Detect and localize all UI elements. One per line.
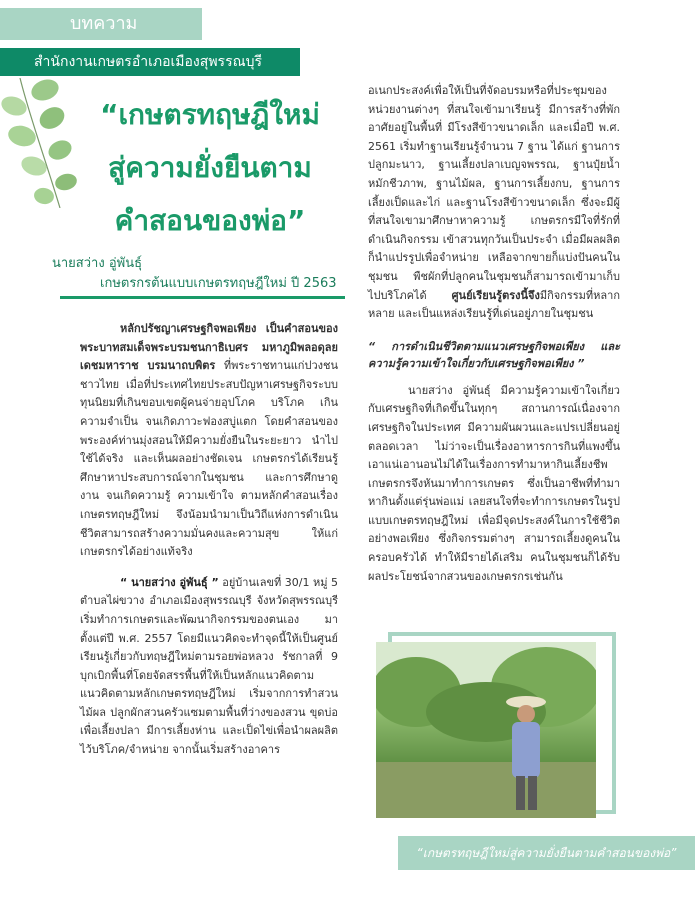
paragraph-text: อยู่บ้านเลขที่ 30/1 หมู่ 5 ตำบลไผ่ขวาง อำเภอเมืองสุพรรณบุรี จังหวัดสุพรรณบุรี เริ่มทำการเกษตรและพัฒนากิจกรรมของตนเอง มาตั้งแต่ปี พ.ศ. 2557 โดยมีแนวคิดจะทำจุดนี้ให้เป็นศูนย์เรียนรู้เกี่ยวกับทฤษฎีใหม่ตามรอยพ่อหลวง รัชกาลที่ 9 บุกเบิกพื้นที่โดยจัดสรรพื้นที่ให้เป็นหลักแนวคิดตามแนวคิดตามหลักเกษตรทฤษฎีใหม่ เริ่มจากการทำสวนไม้ผล ปลูกผักสวนครัวแซมตามพื้นที่ว่างของสวน ขุดบ่อเพื่อเลี้ยงปลา มีการเลี้ยงห่าน และเป็ดไข่เพื่อนำผลผลิตไว้บริโภค/จำหน่าย จากนั้นเริ่มสร้างอาคาร	[80, 575, 338, 757]
title-line-1: “เกษตรทฤษฎีใหม่	[100, 98, 320, 131]
title-line-3: คำสอนของพ่อ”	[114, 204, 306, 237]
paragraph	[80, 320, 338, 562]
section-tag: บทความ	[0, 8, 202, 40]
paragraph-lead: หลักปรัชญาเศรษฐกิจพอเพียง เป็นคำสอนของพระบาทสมเด็จพระบรมชนกาธิเบศร มหาภูมิพลอดุลยเดชมหาราช บรมนาถบพิตร	[80, 322, 338, 373]
eucalyptus-leaves-decoration	[0, 78, 100, 208]
divider	[60, 296, 345, 299]
paragraph	[368, 82, 620, 324]
title-line-2: สู่ความยั่งยืนตาม	[108, 151, 312, 184]
article-title	[90, 88, 330, 247]
photo-block	[376, 632, 618, 820]
paragraph: นายสว่าง อู่พันธุ์ มีความรู้ความเข้าใจเกี่ยวกับเศรษฐกิจที่เกิดขึ้นในทุกๆ สถานการณ์เนื่องจากเศรษฐกิจในประเทศ มีความผันผวนและแปรเปลี่ยนอยู่ตลอดเวลา ไม่ว่าจะเป็นเรื่องอาหารการกินที่แพงขึ้น เอาแน่เอานอนไม่ได้ในเรื่องการทำมาหากินเลี้ยงชีพ เกษตรกรจึงหันมาทำการเกษตร ซึ่งเป็นอาชีพที่ทำมาหากินดั้งแต่รุ่นพ่อแม่ เลยสนใจที่จะทำการเกษตรในรูปแบบเกษตรทฤษฎีใหม่ เพื่อมีจุดประสงค์ในการใช้ชีวิตอย่างพอเพียง ซึ่งกิจกรรมต่างๆ สามารถเลี้ยงดูคนในครอบครัวได้ ทำให้มีรายได้เสริม คนในชุมชนก็ได้รับผลประโยชน์จากสวนของเกษตรกรเช่นกัน	[368, 383, 620, 583]
farmer-photo	[376, 642, 596, 818]
paragraph	[80, 574, 338, 760]
section-quote: “ การดำเนินชีวิตตามแนวเศรษฐกิจพอเพียง และความรู้ความเข้าใจเกี่ยวกับเศรษฐกิจพอเพียง ”	[368, 339, 620, 370]
right-column	[368, 82, 620, 586]
author-name: นายสว่าง อู่พันธุ์	[52, 256, 143, 271]
paragraph-text: อเนกประสงค์เพื่อให้เป็นที่จัดอบรมหรือที่ประชุมของหน่วยงานต่างๆ ที่สนใจเข้ามาเรียนรู้ มีการสร้างที่พักอาศัยอยู่ในพื้นที่ มีโรงสีข้าวขนาดเล็ก และเมื่อปี พ.ศ. 2561 เริ่มทำฐานเรียนรู้จำนวน 7 ฐาน ได้แก่ ฐานการปลูกมะนาว, ฐานเลี้ยงปลาเบญจพรรณ, ฐานปุ๋ยน้ำหมักชีวภาพ, ฐานไม้ผล, ฐานการเลี้ยงกบ, ฐานการเลี้ยงเป็ดและไก่ และฐานโรงสีข้าวขนาดเล็ก ซึ่งจะมีผู้ที่สนใจเขามาศึกษาหาความรู้ เกษตรกรมีใจที่รักที่ดำเนินกิจกรรม เข้าสวนทุกวันเป็นประจำ เมื่อมีผลผลิตก็นำแปรรูปเพื่อจำหน่าย เหลือจากขายก็แบ่งปันคนในชุมชน พืชผักที่ปลูกคนในชุมชนก็สามารถเข้ามาเก็บไปบริโภคได้	[368, 84, 620, 302]
author-block	[52, 254, 337, 294]
farmer-name: “ นายสว่าง อู่พันธุ์ ”	[120, 575, 219, 589]
office-banner: สำนักงานเกษตรอำเภอเมืองสุพรรณบุรี	[0, 48, 300, 76]
farmer-illustration	[376, 642, 596, 818]
footer-caption: “เกษตรทฤษฎีใหม่สู่ความยั่งยืนตามคำสอนของพ่อ”	[398, 836, 695, 870]
author-role: เกษตรกรต้นแบบเกษตรทฤษฎีใหม่ ปี 2563	[100, 276, 337, 291]
paragraph-bold: ศูนย์เรียนรู้ตรงนี้จึง	[426, 288, 540, 302]
paragraph-text: ที่พระราชทานแก่ปวงชนชาวไทย เมื่อที่ประเทศไทยประสบปัญหาเศรษฐกิจระบบทุนนิยมที่เกินขอบเขตผู้คนจ่ายอุปโภค บริโภค เกินความจำเป็น จนเกิดภาวะฟองสบู่แตก โดยคำสอนของพระองค์ท่านมุ่งสอนให้มีความยั่งยืนในระยะยาว นำไปใช้ได้จริง และเห็นผลอย่างชัดเจน เกษตรกรได้เรียนรู้ศึกษาหาประสบการณ์จากในชุมชน และการศึกษาดูงาน จนเกิดความรู้ ความเข้าใจ ตามหลักคำสอนเรื่องเกษตรทฤษฎีใหม่ จึงน้อมนำมาเป็นวิถีแห่งการดำเนินชีวิตสามารถสร้างความมั่นคงและความสุข ให้แก่เกษตรกรได้อย่างแท้จริง	[80, 359, 338, 559]
paragraph-text: มีกิจกรรมที่หลากหลาย และเป็นแหล่งเรียนรู้ที่เด่นอยู่ภายในชุมชน	[368, 288, 620, 321]
left-column	[80, 320, 338, 760]
